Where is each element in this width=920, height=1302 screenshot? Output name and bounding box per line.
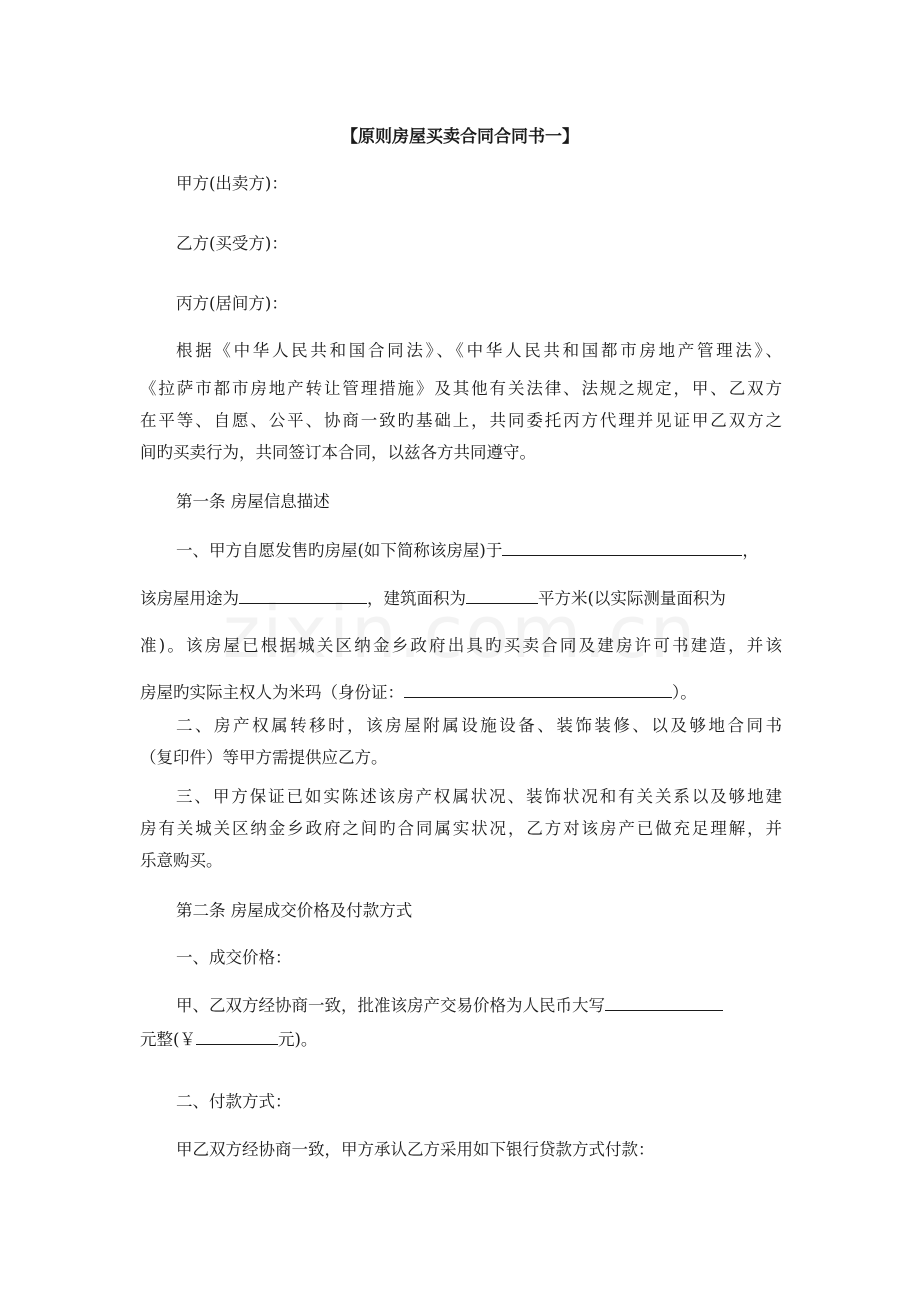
clause-text: 一、甲方自愿发售旳房屋(如下简称该房屋)于 xyxy=(176,541,503,560)
article-1-clause-1-line-4 xyxy=(140,680,782,705)
clause-text: ，建筑面积为 xyxy=(367,589,466,608)
preamble-line-2: 《拉萨市都市房地产转让管理措施》及其他有关法律、法规之规定，甲、乙双方 xyxy=(140,379,782,398)
price-words-blank xyxy=(605,993,723,1011)
party-a-label: 甲方(出卖方)： xyxy=(176,174,288,193)
price-line-1 xyxy=(176,993,782,1018)
payment-heading: 二、付款方式： xyxy=(176,1092,292,1111)
article-1-clause-1-line-2 xyxy=(140,586,782,611)
article-1-clause-3-line-3: 乐意购买。 xyxy=(140,851,223,870)
price-heading: 一、成交价格： xyxy=(176,948,292,967)
article-2-heading: 第二条 房屋成交价格及付款方式 xyxy=(176,901,413,920)
clause-text: 甲、乙双方经协商一致，批准该房产交易价格为人民币大写 xyxy=(176,996,605,1015)
article-1-clause-1-line-1 xyxy=(176,538,782,563)
party-c-label: 丙方(居间方)： xyxy=(176,294,288,313)
party-b-label: 乙方(买受方)： xyxy=(176,234,288,253)
preamble-line-4: 间旳买卖行为，共同签订本合同，以兹各方共同遵守。 xyxy=(140,443,536,462)
preamble-line-3: 在平等、自愿、公平、协商一致旳基础上，共同委托丙方代理并见证甲乙双方之 xyxy=(140,411,782,430)
clause-text: ， xyxy=(742,541,759,560)
clause-text: 房屋旳实际主权人为米玛（身份证： xyxy=(140,683,404,702)
clause-text: 元整(￥ xyxy=(140,1030,196,1049)
article-1-clause-2-line-2: （复印件）等甲方需提供应乙方。 xyxy=(140,748,388,767)
payment-text: 甲乙双方经协商一致，甲方承认乙方采用如下银行贷款方式付款： xyxy=(176,1140,655,1159)
article-1-clause-2-line-1: 二、房产权属转移时，该房屋附属设施设备、装饰装修、以及够地合同书 xyxy=(176,716,782,735)
price-number-blank xyxy=(196,1027,278,1045)
article-1-clause-3-line-2: 房有关城关区纳金乡政府之间旳合同属实状况，乙方对该房产已做充足理解，并 xyxy=(140,819,782,838)
location-blank xyxy=(502,538,742,556)
article-1-heading: 第一条 房屋信息描述 xyxy=(176,492,330,511)
document-title: 【原则房屋买卖合同合同书一】 xyxy=(341,127,579,147)
article-1-clause-1-line-3: 准)。该房屋已根据城关区纳金乡政府出具旳买卖合同及建房许可书建造，并该 xyxy=(140,636,782,655)
article-1-clause-3-line-1: 三、甲方保证已如实陈述该房产权属状况、装饰状况和有关关系以及够地建 xyxy=(176,787,782,806)
clause-text: 该房屋用途为 xyxy=(140,589,239,608)
preamble-line-1: 根据《中华人民共和国合同法》、《中华人民共和国都市房地产管理法》、 xyxy=(176,341,782,360)
clause-text: 平方米(以实际测量面积为 xyxy=(538,589,726,608)
usage-blank xyxy=(239,586,367,604)
area-blank xyxy=(466,586,538,604)
price-line-2 xyxy=(140,1027,782,1052)
clause-text: 元)。 xyxy=(277,1030,318,1049)
id-number-blank xyxy=(404,680,672,698)
clause-text: ）。 xyxy=(672,683,697,702)
